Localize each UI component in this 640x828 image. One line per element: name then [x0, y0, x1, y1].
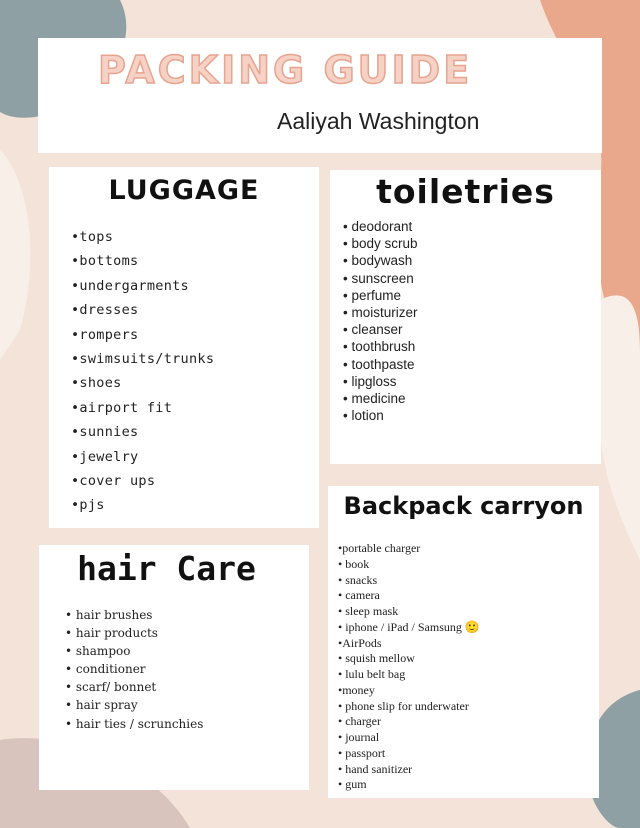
list-item: • perfume [343, 287, 402, 303]
author-name: Aaliyah Washington [277, 108, 480, 134]
toiletries-card [330, 170, 601, 464]
list-item: •money [338, 682, 375, 697]
list-item: • bodywash [343, 253, 413, 269]
backpack-list [338, 541, 480, 793]
list-item: •swimsuits/trunks [71, 350, 215, 367]
list-item: •undergarments [71, 277, 189, 294]
list-item: • lulu belt bag [338, 667, 406, 681]
list-item: • toothpaste [343, 356, 415, 372]
list-item: •tops [71, 229, 114, 245]
list-item: • shampoo [65, 644, 131, 659]
list-item: •portable charger [338, 541, 421, 555]
cream-blob-left [0, 150, 30, 360]
list-item: • camera [338, 588, 380, 603]
list-item: • lotion [343, 408, 384, 424]
hair-care-heading: hair Care [77, 549, 256, 588]
list-item: • medicine [343, 390, 406, 406]
cream-blob-right [600, 295, 640, 560]
list-item: • moisturizer [343, 304, 418, 320]
list-item: • hair spray [65, 698, 138, 713]
list-item: •pjs [71, 497, 105, 514]
list-item: • journal [338, 730, 380, 744]
toiletries-list [343, 218, 418, 424]
list-item: •shoes [71, 375, 122, 392]
list-item: • squish mellow [338, 651, 415, 666]
list-item: •airport fit [71, 399, 173, 416]
list-item: • lipgloss [343, 373, 397, 389]
list-item: • hand sanitizer [338, 761, 413, 776]
list-item: •sunnies [71, 424, 139, 441]
backpack-card [328, 486, 599, 798]
luggage-list [71, 225, 214, 518]
list-item: • iphone / iPad / Samsung 🙂 [338, 619, 480, 634]
hair-care-list [65, 606, 203, 733]
list-item: •rompers [71, 326, 139, 343]
luggage-heading: LUGGAGE [108, 175, 260, 206]
list-item: • hair brushes [65, 608, 153, 622]
list-item: •AirPods [338, 635, 382, 650]
list-item: • hair ties / scrunchies [65, 716, 204, 731]
list-item: • conditioner [65, 662, 146, 677]
list-item: • phone slip for underwater [338, 698, 469, 713]
list-item: • charger [338, 714, 381, 729]
list-item: • deodorant [343, 219, 413, 234]
list-item: •bottoms [71, 253, 139, 270]
list-item: •cover ups [71, 472, 156, 489]
list-item: •jewelry [71, 448, 139, 465]
list-item: • snacks [338, 572, 378, 587]
list-item: •dresses [71, 302, 139, 319]
list-item: • cleanser [343, 322, 403, 338]
list-item: • body scrub [343, 236, 418, 252]
page-title: PACKING GUIDE [98, 48, 473, 92]
luggage-card [49, 167, 319, 528]
list-item: • sleep mask [338, 604, 399, 618]
list-item: • toothbrush [343, 339, 416, 355]
list-item: • hair products [65, 626, 158, 641]
list-item: • scarf/ bonnet [65, 680, 157, 695]
hair-care-card [39, 545, 309, 790]
list-item: • passport [338, 745, 386, 760]
list-item: • book [338, 556, 370, 571]
list-item: • gum [338, 777, 367, 792]
list-item: • sunscreen [343, 270, 414, 286]
backpack-heading: Backpack carryon [343, 492, 584, 520]
toiletries-heading: toiletries [376, 172, 555, 211]
